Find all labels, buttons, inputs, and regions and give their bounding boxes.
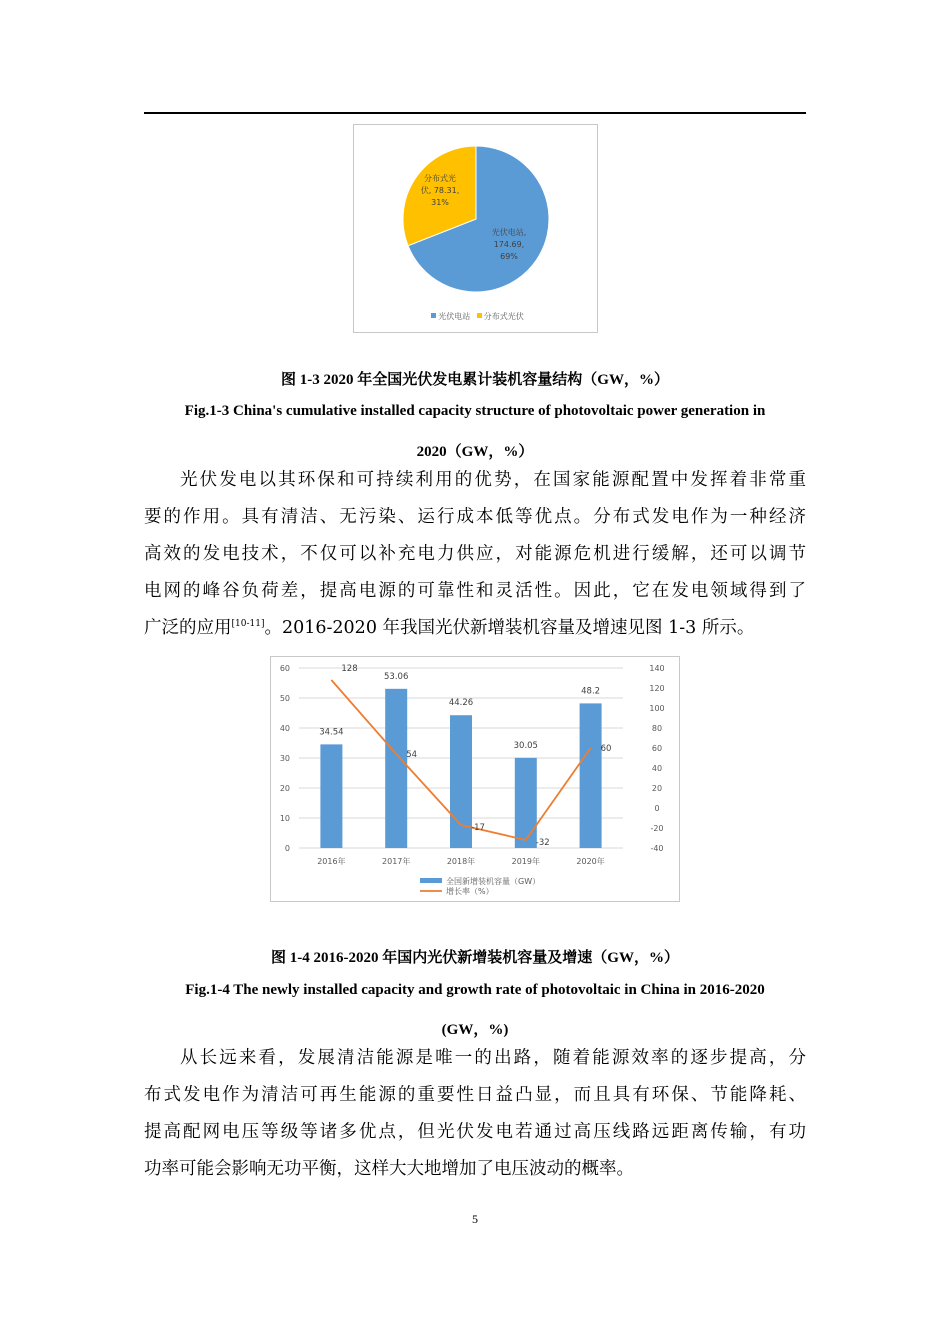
y-left-tick-label: 40 [279, 724, 290, 733]
bar [580, 703, 602, 848]
figure-1-3-caption-en: Fig.1-3 China's cumulative installed capacity structure of photovoltaic power generation in [184, 403, 766, 419]
x-tick-label: 2016年 [317, 857, 346, 866]
y-left-tick-label: 0 [284, 844, 290, 853]
citation-ref: [10-11] [231, 619, 265, 629]
pie-data-label-station: 光伏电站, [491, 228, 527, 237]
legend-swatch-bar [420, 878, 442, 883]
bar-data-label: 34.54 [319, 727, 344, 738]
y-right-tick-label: 140 [649, 664, 665, 673]
bar-data-label: 53.06 [384, 671, 409, 682]
bar-data-label: 30.05 [513, 740, 538, 751]
y-right-tick-label: -20 [650, 824, 664, 833]
line-data-label: -17 [471, 823, 485, 833]
x-tick-label: 2018年 [446, 857, 476, 866]
pie-data-label-station: 174.69, [493, 240, 525, 249]
pie-legend [354, 311, 597, 322]
bar-data-label: 48.2 [581, 686, 601, 697]
combo-chart-figure [270, 656, 680, 902]
legend-label-station: 光伏电站 [438, 312, 471, 321]
paragraph-line: 高效的发电技术，不仅可以补充电力供应，对能源危机进行缓解，还可以调节 [144, 544, 806, 564]
y-right-tick-label: 100 [649, 704, 665, 713]
y-right-tick-label: 120 [649, 684, 665, 693]
y-left-tick-label: 60 [279, 664, 290, 673]
bar-data-label: 44.26 [448, 698, 474, 709]
figure-1-4-caption-en-cont: (GW，%) [441, 1022, 509, 1038]
figure-1-4-caption-cn: 图 1-4 2016-2020 年国内光伏新增装机容量及增速（GW，%） [271, 950, 679, 966]
figure-1-3-caption-en-cont: 2020（GW，%） [416, 444, 534, 460]
y-right-tick-label: 60 [651, 744, 663, 753]
figure-1-3-caption-cn: 图 1-3 2020 年全国光伏发电累计装机容量结构（GW，%） [281, 372, 669, 388]
paragraph-text: 广泛的应用 [144, 618, 232, 638]
paragraph-2 [144, 1040, 806, 1188]
pie-data-label-station: 69% [500, 252, 518, 261]
bar [385, 689, 407, 848]
pie-chart-figure [353, 124, 598, 333]
x-tick-label: 2020年 [576, 857, 605, 866]
header-rule [144, 112, 806, 114]
legend-label-distributed: 分布式光伏 [483, 312, 524, 321]
y-right-tick-label: 40 [651, 764, 663, 773]
paragraph-line: 从长远来看，发展清洁能源是唯一的出路，随着能源效率的逐步提高，分 [180, 1048, 806, 1068]
line-data-label: 60 [600, 744, 612, 754]
y-left-tick-label: 10 [279, 814, 290, 823]
bar [320, 744, 342, 848]
x-tick-label: 2017年 [382, 857, 411, 866]
paragraph-line: 光伏发电以其环保和可持续利用的优势，在国家能源配置中发挥着非常重 [180, 470, 806, 490]
paragraph-text: 。2016-2020 年我国光伏新增装机容量及增速见图 1-3 所示。 [264, 618, 755, 638]
x-tick-label: 2019年 [511, 857, 540, 866]
paragraph-line: 布式发电作为清洁可再生能源的重要性日益凸显，而且具有环保、节能降耗、 [144, 1085, 806, 1105]
legend-swatch-distributed [477, 313, 482, 318]
paragraph-line: 要的作用。具有清洁、无污染、运行成本低等优点。分布式发电作为一种经济 [144, 507, 806, 527]
y-left-tick-label: 50 [279, 694, 290, 703]
paragraph-line: 电网的峰谷负荷差，提高电源的可靠性和灵活性。因此，它在发电领域得到了 [144, 581, 806, 601]
bar [515, 758, 537, 848]
line-data-label: 128 [341, 664, 358, 674]
combo-chart [271, 657, 679, 901]
paragraph-line: 提高配网电压等级等诸多优点，但光伏发电若通过高压线路远距离传输，有功 [144, 1122, 806, 1142]
line-data-label: -32 [535, 838, 550, 848]
legend-label-bar: 全国新增装机容量（GW） [446, 877, 541, 886]
page-number: 5 [472, 1212, 478, 1226]
paragraph-line: 功率可能会影响无功平衡，这样大大地增加了电压波动的概率。 [144, 1159, 634, 1179]
y-right-tick-label: 0 [654, 804, 660, 813]
paragraph-1 [144, 462, 806, 647]
legend-label-line: 增长率（%） [446, 887, 494, 896]
bar [450, 715, 472, 848]
legend-swatch-station [431, 313, 436, 318]
y-right-tick-label: -40 [650, 844, 664, 853]
y-left-tick-label: 30 [279, 754, 290, 763]
paragraph-line [144, 610, 806, 647]
pie-data-label-distributed: 伏, 78.31, [420, 186, 460, 195]
line-data-label: 54 [406, 750, 418, 760]
y-right-tick-label: 20 [651, 784, 663, 793]
pie-data-label-distributed: 31% [431, 198, 449, 207]
y-right-tick-label: 80 [651, 724, 663, 733]
pie-chart [354, 125, 597, 332]
y-left-tick-label: 20 [279, 784, 290, 793]
figure-1-4-caption-en: Fig.1-4 The newly installed capacity and growth rate of photovoltaic in China in 2016-2020 [185, 982, 765, 998]
pie-data-label-distributed: 分布式光 [424, 174, 456, 183]
